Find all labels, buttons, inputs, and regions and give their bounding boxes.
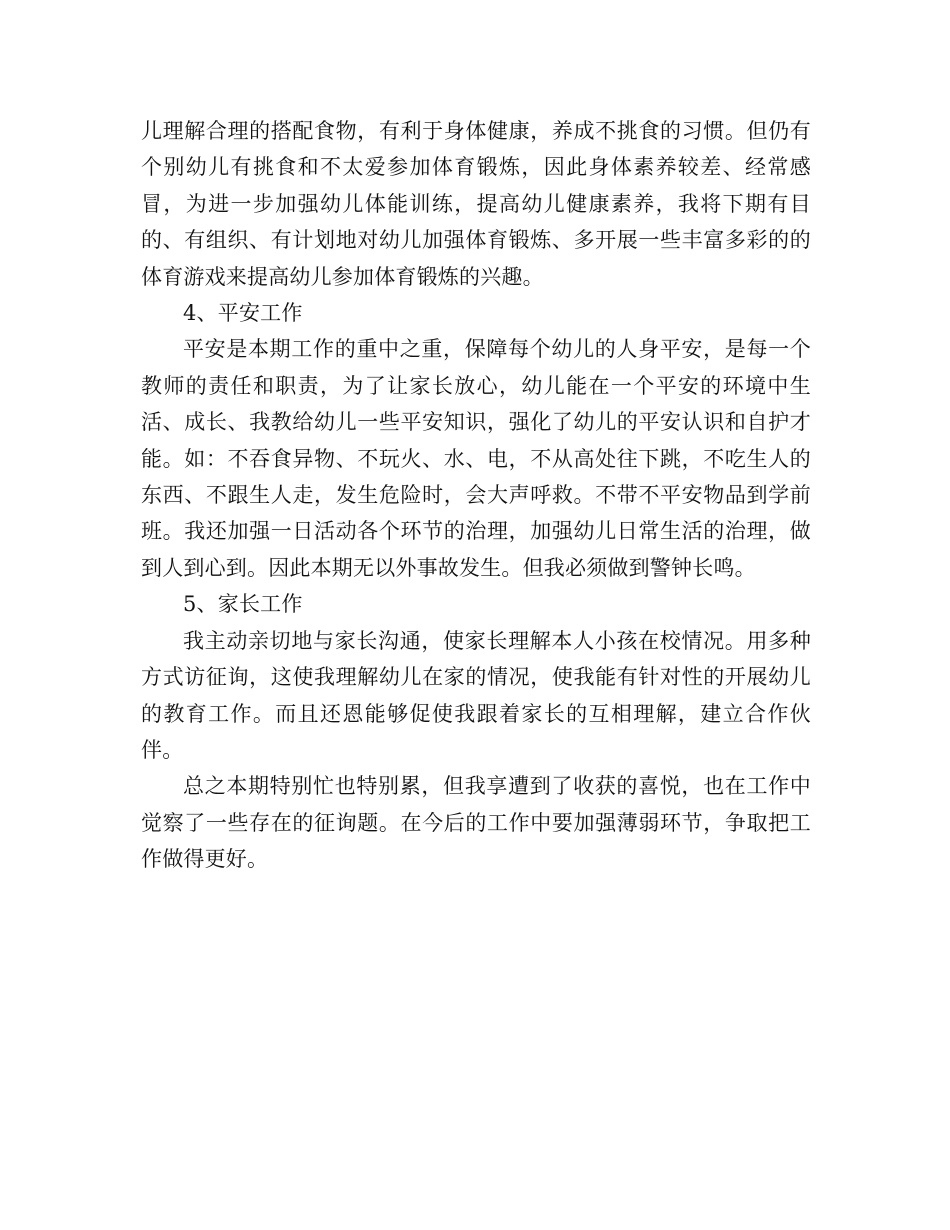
section-heading-safety: 4、平安工作 — [183, 301, 303, 326]
document-body — [141, 113, 811, 878]
paragraph-parents: 我主动亲切地与家长沟通，使家长理解本人小孩在校情况。用多种方式访征询，这使我理解幼儿在家的情况，使我能有针对性的开展幼儿的教育工作。而且还恩能够促使我跟着家长的互相理解，建立合作伙伴。 — [141, 628, 811, 762]
paragraph-summary: 总之本期特别忙也特别累，但我享遭到了收获的喜悦，也在工作中觉察了一些存在的征询题。在今后的工作中要加强薄弱环节，争取把工作做得更好。 — [141, 774, 811, 872]
section-heading-parents: 5、家长工作 — [183, 592, 303, 617]
paragraph-health-continuation: 儿理解合理的搭配食物，有利于身体健康，养成不挑食的习惯。但仍有个别幼儿有挑食和不太爱参加体育锻炼，因此身体素养较差、经常感冒，为进一步加强幼儿体能训练，提高幼儿健康素养，我将下期有目的、有组织、有计划地对幼儿加强体育锻炼、多开展一些丰富多彩的的体育游戏来提高幼儿参加体育锻炼的兴趣。 — [141, 119, 811, 289]
paragraph-safety: 平安是本期工作的重中之重，保障每个幼儿的人身平安，是每一个教师的责任和职责，为了让家长放心，幼儿能在一个平安的环境中生活、成长、我教给幼儿一些平安知识，强化了幼儿的平安认识和自护才能。如：不吞食异物、不玩火、水、电，不从高处往下跳，不吃生人的东西、不跟生人走，发生危险时，会大声呼救。不带不平安物品到学前班。我还加强一日活动各个环节的治理，加强幼儿日常生活的治理，做到人到心到。因此本期无以外事故发生。但我必须做到警钟长鸣。 — [141, 337, 811, 580]
